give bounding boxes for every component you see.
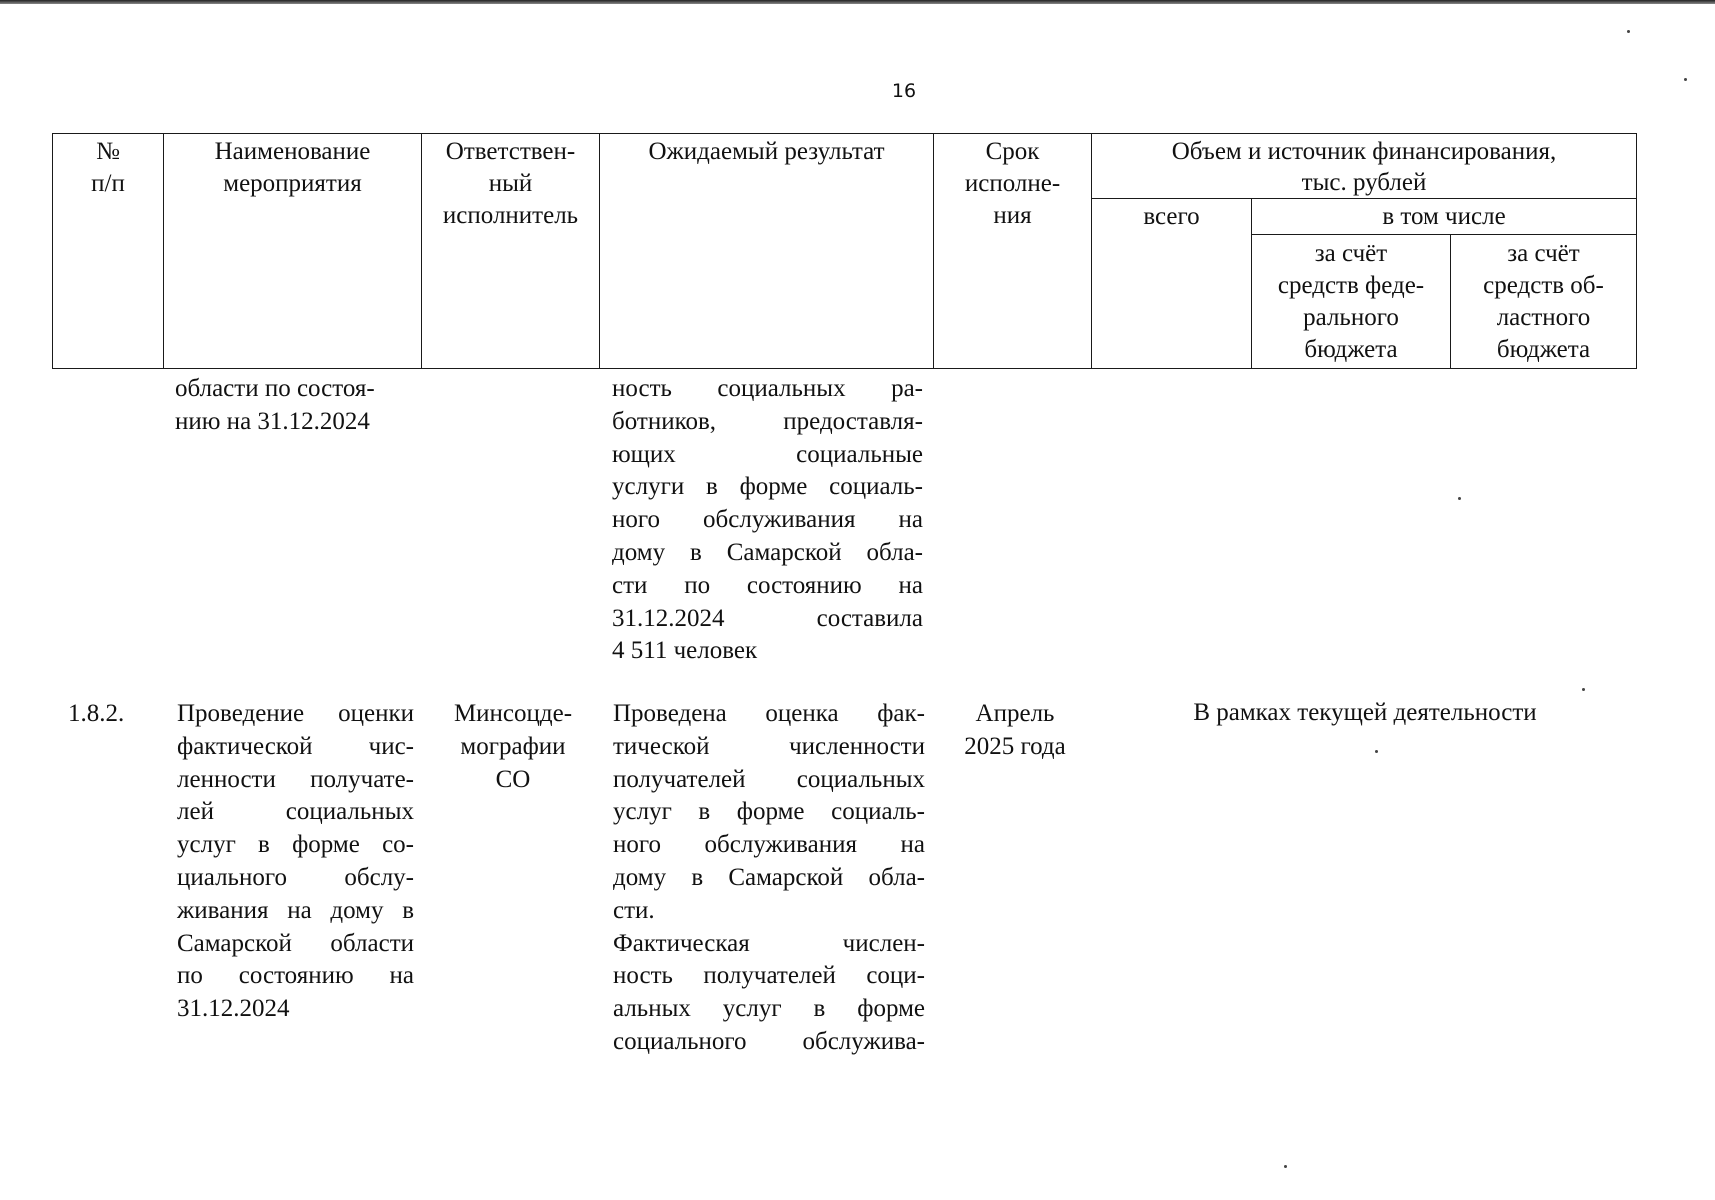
text-line: фактической чис- — [177, 732, 414, 760]
scan-speck — [1684, 78, 1687, 81]
header-regional: за счёт средств об- ластного бюджета — [1451, 235, 1637, 369]
text-line: услуг в форме социаль- — [613, 798, 925, 826]
text-line: 2025 года — [964, 732, 1066, 760]
text-line: ленности получате- — [177, 765, 414, 793]
row1-result — [612, 373, 923, 668]
text-line: ботников, предоставля- — [612, 407, 923, 435]
row1-name — [175, 373, 417, 439]
text-line: ность получателей соци- — [613, 962, 925, 990]
text-line: по состоянию на — [177, 962, 414, 990]
header-name: Наименование мероприятия — [164, 134, 422, 369]
text-line: ного обслуживания на — [612, 506, 923, 534]
text-line: Апрель — [975, 700, 1055, 727]
text-line: живания на дому в — [177, 896, 414, 924]
header-executor: Ответствен- ный исполнитель — [422, 134, 600, 369]
header-term: Срок исполне- ния — [934, 134, 1092, 369]
text-line: дому в Самарской обла- — [612, 538, 923, 566]
text-line: ющих социальные — [612, 440, 923, 468]
text-line: ного обслуживания на — [613, 831, 925, 859]
header-federal: за счёт средств феде- рального бюджета — [1252, 235, 1451, 369]
text-line: 31.12.2024 составила — [612, 604, 923, 632]
text-line: области по состоя- — [175, 375, 375, 402]
row2-executor — [432, 698, 594, 796]
text-line: 4 511 человек — [612, 637, 758, 665]
text-line: Минсоцде- — [453, 700, 573, 727]
header-result: Ожидаемый результат — [600, 134, 934, 369]
scan-speck — [1458, 497, 1461, 500]
text-line: альных услуг в форме — [613, 995, 925, 1023]
row2-name — [177, 698, 414, 1026]
text-line: услуги в форме социаль- — [612, 473, 923, 501]
text-line: услуг в форме со- — [177, 831, 414, 859]
text-line: 31.12.2024 — [177, 995, 290, 1023]
text-line: Проведение оценки — [177, 700, 414, 727]
page-number: 16 — [891, 80, 917, 102]
text-line: ность социальных ра- — [612, 375, 923, 402]
table-header — [52, 133, 1637, 369]
text-line: социального обслужива- — [613, 1027, 925, 1055]
row2-result — [613, 698, 925, 1059]
row2-term — [940, 698, 1090, 764]
row2-num: 1.8.2. — [68, 700, 125, 727]
text-line: получателей социальных — [613, 765, 925, 793]
text-line: СО — [495, 765, 531, 793]
header-including: в том числе — [1252, 199, 1637, 235]
scan-speck — [1627, 30, 1630, 33]
text-line: циального обслу- — [177, 863, 414, 891]
text-line: тической численности — [613, 732, 925, 760]
text-line: мографии — [460, 732, 566, 760]
row2-finance: В рамках текущей деятельности — [1193, 699, 1537, 726]
text-line: дому в Самарской обла- — [613, 863, 925, 891]
text-line: Самарской области — [177, 929, 414, 957]
text-line: сти. — [613, 896, 655, 924]
top-border-rule — [0, 0, 1715, 4]
header-finance: Объем и источник финансирования, тыс. рублей — [1092, 134, 1637, 199]
text-line: Фактическая числен- — [613, 929, 925, 957]
text-line: нию на 31.12.2024 — [175, 407, 370, 435]
scan-speck — [1375, 750, 1378, 753]
header-total: всего — [1092, 199, 1252, 369]
scan-speck — [1582, 688, 1585, 691]
text-line: Проведена оценка фак- — [613, 700, 925, 727]
header-num: № п/п — [53, 134, 164, 369]
text-line: лей социальных — [177, 798, 414, 826]
text-line: сти по состоянию на — [612, 571, 923, 599]
scan-speck — [1284, 1165, 1287, 1168]
